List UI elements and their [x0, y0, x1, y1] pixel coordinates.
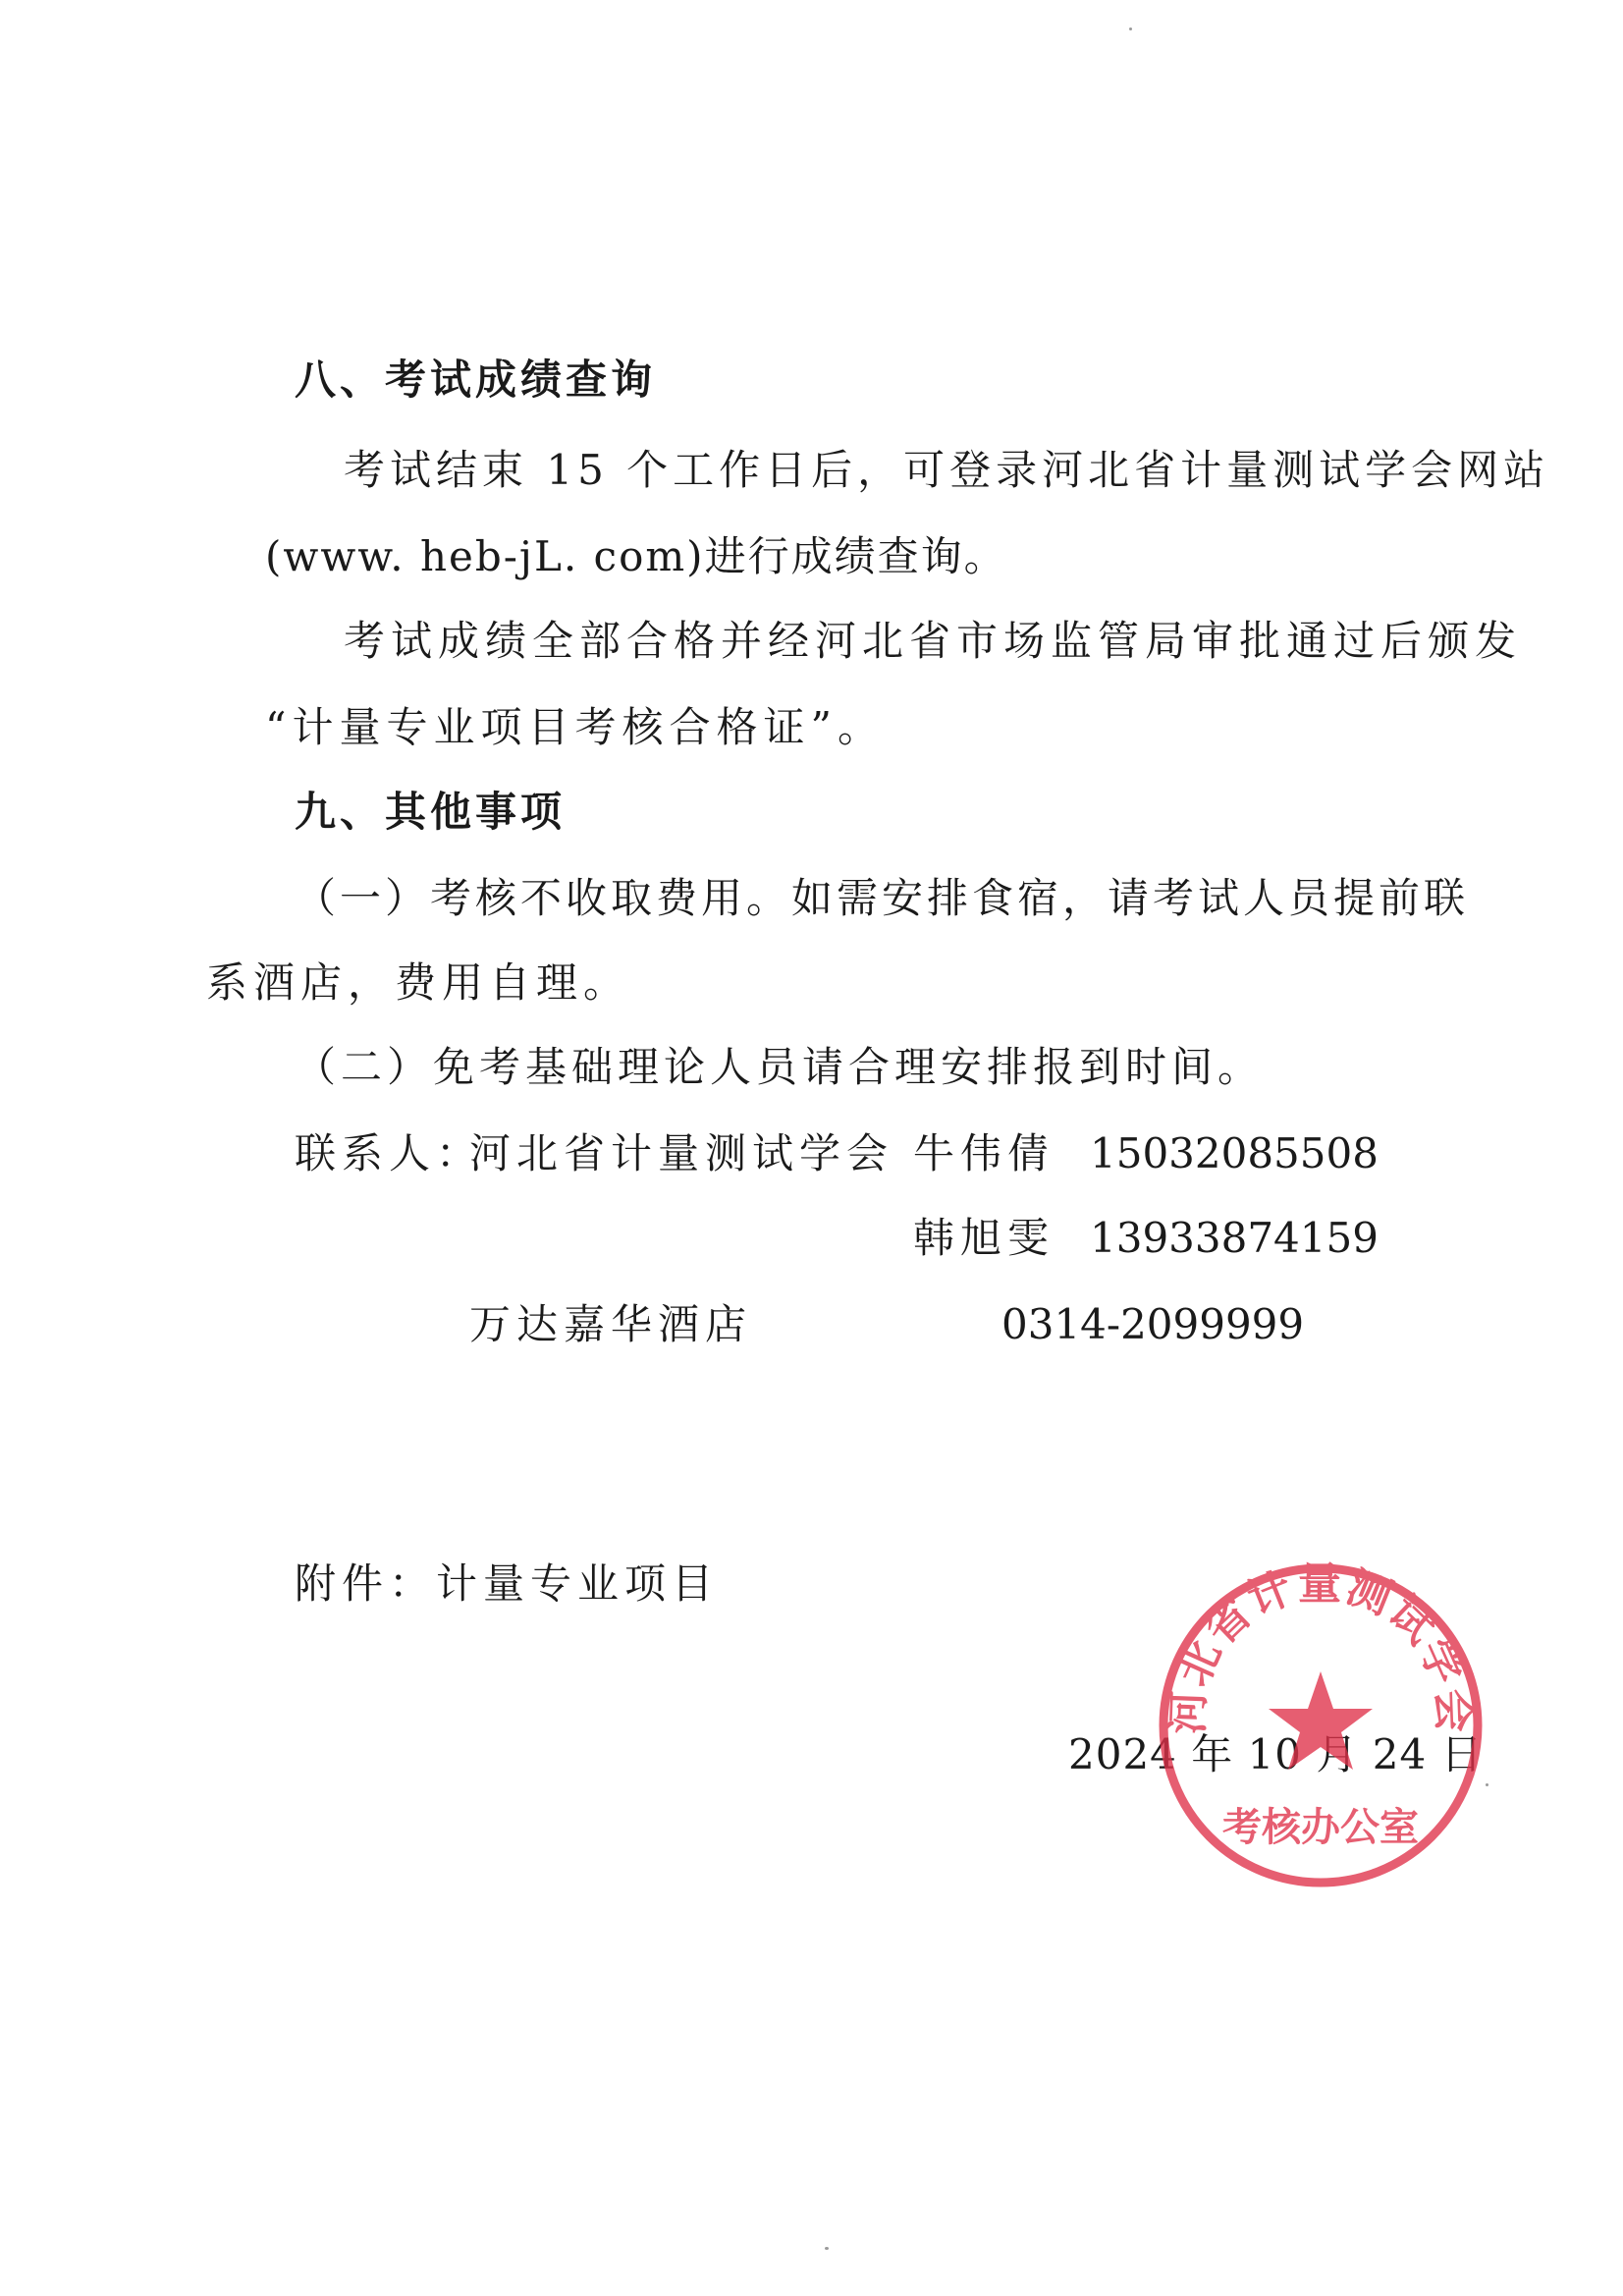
- section-8-paragraph-2-line-2: “计量专业项目考核合格证”。: [265, 703, 885, 751]
- section-8-paragraph-1-line-2: (www. heb-jL. com)进行成绩查询。: [265, 532, 1007, 580]
- contact-person-phone: 15032085508: [1090, 1129, 1379, 1177]
- official-seal-stamp: [1149, 1554, 1492, 1897]
- seal-star-icon: [1269, 1671, 1373, 1770]
- contact-person-phone: 13933874159: [1090, 1214, 1379, 1262]
- scan-speck: [1129, 27, 1132, 30]
- hotel-phone: 0314-2099999: [1001, 1300, 1305, 1348]
- section-8-heading: 八、考试成绩查询: [295, 355, 657, 404]
- section-8-paragraph-1-line-1: 考试结束 15 个工作日后，可登录河北省计量测试学会网站: [344, 446, 1550, 494]
- seal-outer-text: 河北省计量测试学会: [1163, 1558, 1479, 1735]
- hotel-name: 万达嘉华酒店: [469, 1300, 753, 1348]
- contact-organization: 河北省计量测试学会: [469, 1129, 894, 1177]
- seal-inner-text: 考核办公室: [1222, 1805, 1419, 1850]
- section-9-item-1-line-1: （一）考核不收取费用。如需安排食宿，请考试人员提前联: [295, 874, 1470, 922]
- contact-person-name: 韩旭雯: [913, 1214, 1055, 1262]
- document-date: 2024 年 10 月 24 日: [1068, 1730, 1484, 1778]
- contact-label: 联系人：: [295, 1129, 484, 1177]
- scan-speck: [825, 2247, 829, 2250]
- attachment-line: 附件：计量专业项目: [295, 1559, 720, 1608]
- section-9-heading: 九、其他事项: [295, 788, 567, 836]
- section-9-item-2: （二）免考基础理论人员请合理安排报到时间。: [295, 1043, 1265, 1091]
- scan-speck: [1486, 1783, 1488, 1786]
- contact-person-name: 牛伟倩: [913, 1129, 1055, 1177]
- section-8-paragraph-2-line-1: 考试成绩全部合格并经河北省市场监管局审批通过后颁发: [344, 617, 1523, 665]
- section-9-item-1-line-2: 系酒店，费用自理。: [206, 958, 631, 1007]
